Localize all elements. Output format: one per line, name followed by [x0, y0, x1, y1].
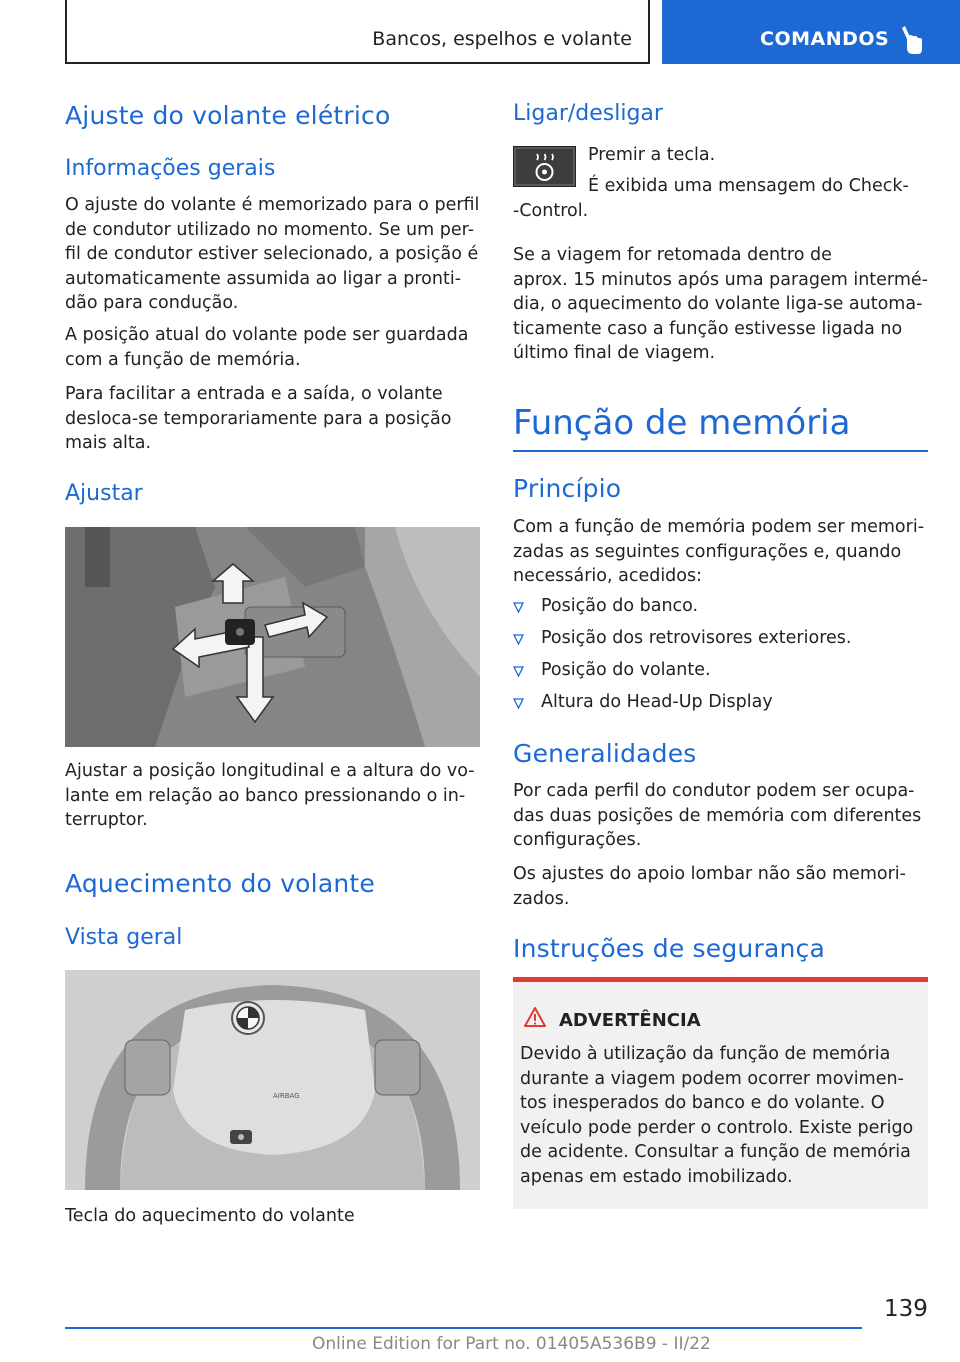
footer-rule	[65, 1327, 862, 1329]
triangle-bullet-icon	[513, 602, 524, 613]
list-item-label: Posição dos retrovisores exteriores.	[541, 628, 852, 648]
text-line: A posição atual do volante pode ser guardada	[65, 325, 469, 345]
text-line: durante a viagem podem ocorrer movimen-	[520, 1068, 904, 1089]
steering-switch-photo	[65, 527, 480, 747]
onoff-press-key: Premir a tecla.	[588, 145, 716, 165]
warning-triangle-icon	[523, 1006, 547, 1028]
text-line: Devido à utilização da função de memória	[520, 1044, 891, 1064]
text-line: zados.	[513, 888, 570, 909]
text-line: necessário, acedidos:	[513, 566, 703, 587]
steering-column-illustration	[65, 527, 480, 747]
header-chapter-tab[interactable]	[662, 0, 960, 64]
steering-heating-button-icon	[513, 146, 576, 187]
chapter-title-memory: Função de memória	[513, 403, 851, 443]
paragraph-info-2	[65, 323, 480, 372]
warning-title: ADVERTÊNCIA	[559, 1010, 701, 1031]
heading-general-info: Informações gerais	[65, 156, 276, 181]
text-line: de acidente. Consultar a função de memória	[520, 1142, 911, 1163]
text-line: automaticamente assumida ao ligar a pronti-	[65, 268, 462, 289]
triangle-bullet-icon	[513, 634, 524, 645]
paragraph-principle	[513, 515, 928, 589]
paragraph-adjust-caption	[65, 759, 480, 833]
text-line: mais alta.	[65, 433, 152, 454]
text-line: ticamente caso a função estivesse ligada no	[513, 318, 903, 339]
list-item-label: Posição do volante.	[541, 660, 711, 680]
text-line: Para facilitar a entrada e a saída, o volante	[65, 384, 443, 404]
text-line: lante em relação ao banco pressionando o in-	[65, 785, 466, 806]
header-section-title: Bancos, espelhos e volante	[372, 28, 632, 50]
warning-text	[520, 1042, 920, 1190]
list-item-label: Posição do banco.	[541, 596, 699, 616]
text-line: dão para condução.	[65, 293, 239, 314]
text-line: aprox. 15 minutos após uma paragem intermé-	[513, 269, 928, 290]
text-line: Ajustar a posição longitudinal e a altura do vo-	[65, 761, 475, 781]
warning-box	[513, 977, 928, 1209]
header-section-box	[65, 0, 650, 64]
heading-on-off: Ligar/desligar	[513, 101, 663, 126]
paragraph-onoff	[513, 243, 928, 366]
text-line: zadas as seguintes configurações e, quando	[513, 541, 902, 562]
heading-general: Generalidades	[513, 739, 697, 768]
heading-overview: Vista geral	[65, 925, 183, 950]
text-line: desloca-se temporariamente para a posição	[65, 408, 452, 429]
onoff-message: É exibida uma mensagem do Check-	[588, 176, 909, 196]
steering-wheel-photo	[65, 970, 480, 1190]
airbag-label: AIRBAG	[273, 1092, 300, 1100]
overview-caption: Tecla do aquecimento do volante	[65, 1206, 355, 1226]
text-line: fil de condutor estiver selecionado, a posição é	[65, 244, 479, 265]
section-title-electric-steering: Ajuste do volante elétrico	[65, 101, 391, 130]
heading-principle: Princípio	[513, 474, 622, 503]
triangle-bullet-icon	[513, 698, 524, 709]
onoff-message-cont: -Control.	[513, 201, 589, 221]
text-line: dia, o aquecimento do volante liga-se automa-	[513, 294, 923, 315]
footer-edition: Online Edition for Part no. 01405A536B9 - II/22	[312, 1334, 711, 1354]
steering-wheel-illustration	[65, 970, 480, 1190]
text-line: Os ajustes do apoio lombar não são memori-	[513, 864, 906, 884]
text-line: Por cada perfil do condutor podem ser ocupa-	[513, 781, 915, 801]
text-line: tos inesperados do banco e do volante. O	[520, 1093, 885, 1114]
text-line: Com a função de memória podem ser memori-	[513, 517, 925, 537]
text-line: Se a viagem for retomada dentro de	[513, 245, 832, 265]
text-line: com a função de memória.	[65, 349, 301, 370]
text-line: apenas em estado imobilizado.	[520, 1166, 793, 1187]
paragraph-general-1	[513, 779, 928, 853]
text-line: das duas posições de memória com diferentes	[513, 805, 922, 826]
paragraph-info-3	[65, 382, 480, 456]
title-rule	[513, 450, 928, 452]
section-title-steering-heating: Aquecimento do volante	[65, 869, 375, 898]
text-line: de condutor utilizado no momento. Se um per-	[65, 219, 475, 240]
text-line: O ajuste do volante é memorizado para o perfil	[65, 195, 480, 215]
triangle-bullet-icon	[513, 666, 524, 677]
header-chapter-title: COMANDOS	[760, 28, 890, 50]
text-line: configurações.	[513, 830, 642, 851]
text-line: último final de viagem.	[513, 343, 716, 364]
hand-pointer-icon	[898, 26, 924, 56]
text-line: veículo pode perder o controlo. Existe perigo	[520, 1117, 914, 1138]
list-item-label: Altura do Head-Up Display	[541, 692, 773, 712]
text-line: terruptor.	[65, 810, 148, 831]
paragraph-info-1	[65, 193, 480, 316]
paragraph-general-2	[513, 862, 928, 911]
heading-adjust: Ajustar	[65, 481, 143, 506]
heading-safety: Instruções de segurança	[513, 934, 825, 963]
page-number: 139	[884, 1296, 928, 1322]
